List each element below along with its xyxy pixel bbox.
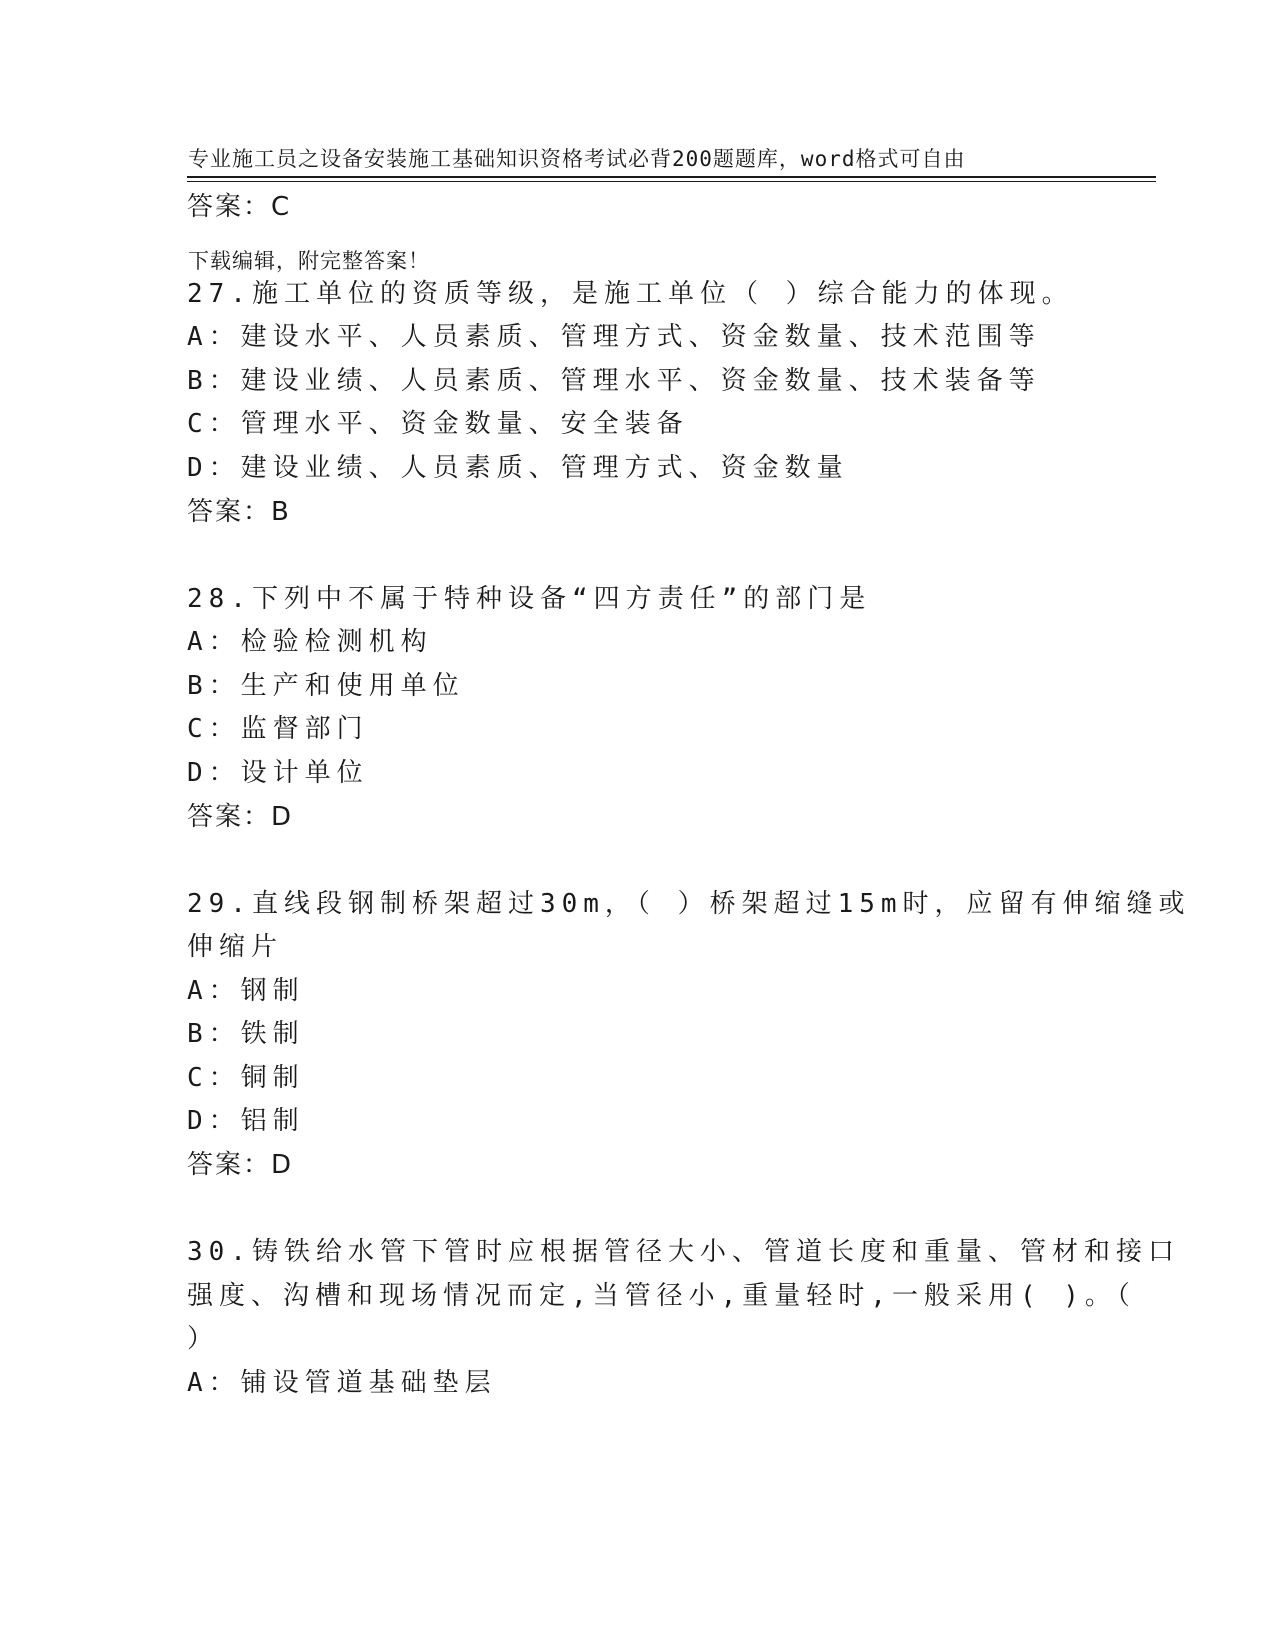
question-29-option-a: A：钢制 [187,976,305,1006]
question-28-stem: 28.下列中不属于特种设备“四方责任”的部门是 [187,584,872,614]
question-29-stem-line-2: 伸缩片 [187,932,284,962]
question-27-option-d: D：建设业绩、人员素质、管理方式、资金数量 [187,453,849,483]
question-29-stem-line-1: 29.直线段钢制桥架超过30m，（ ）桥架超过15m时，应留有伸缩缝或 [187,889,1191,919]
question-29-option-b: B：铁制 [187,1019,305,1049]
question-28-answer: 答案：D [187,802,294,832]
question-28-option-c: C：监督部门 [187,714,369,744]
question-27-option-a: A：建设水平、人员素质、管理方式、资金数量、技术范围等 [187,322,1041,352]
question-30-stem-line-1: 30.铸铁给水管下管时应根据管径大小、管道长度和重量、管材和接口 [187,1237,1180,1267]
header-line-2: 下载编辑，附完整答案！ [188,249,430,273]
question-28-option-a: A：检验检测机构 [187,627,433,657]
question-28-option-d: D：设计单位 [187,758,369,788]
question-30-option-a: A：铺设管道基础垫层 [187,1368,497,1398]
question-28-option-b: B：生产和使用单位 [187,671,465,701]
question-30-stem-line-2: 强度、沟槽和现场情况而定,当管径小,重量轻时,一般采用( )。（ [187,1281,1136,1311]
header-rule-thick [187,176,1156,178]
question-29-answer: 答案：D [187,1150,294,1180]
question-27-option-b: B：建设业绩、人员素质、管理水平、资金数量、技术装备等 [187,366,1041,396]
question-29-option-d: D：铝制 [187,1106,305,1136]
header-rule-thin [187,181,1156,182]
question-27-option-c: C：管理水平、资金数量、安全装备 [187,409,689,439]
question-30-stem-line-3: ） [187,1324,220,1354]
question-27-answer: 答案：B [187,497,291,527]
question-29-option-c: C：铜制 [187,1063,305,1093]
answer-previous: 答案：C [187,192,292,222]
header-line-1: 专业施工员之设备安装施工基础知识资格考试必背200题题库，word格式可自由 [188,147,966,171]
question-27-stem: 27.施工单位的资质等级，是施工单位（ ）综合能力的体现。 [187,279,1074,309]
